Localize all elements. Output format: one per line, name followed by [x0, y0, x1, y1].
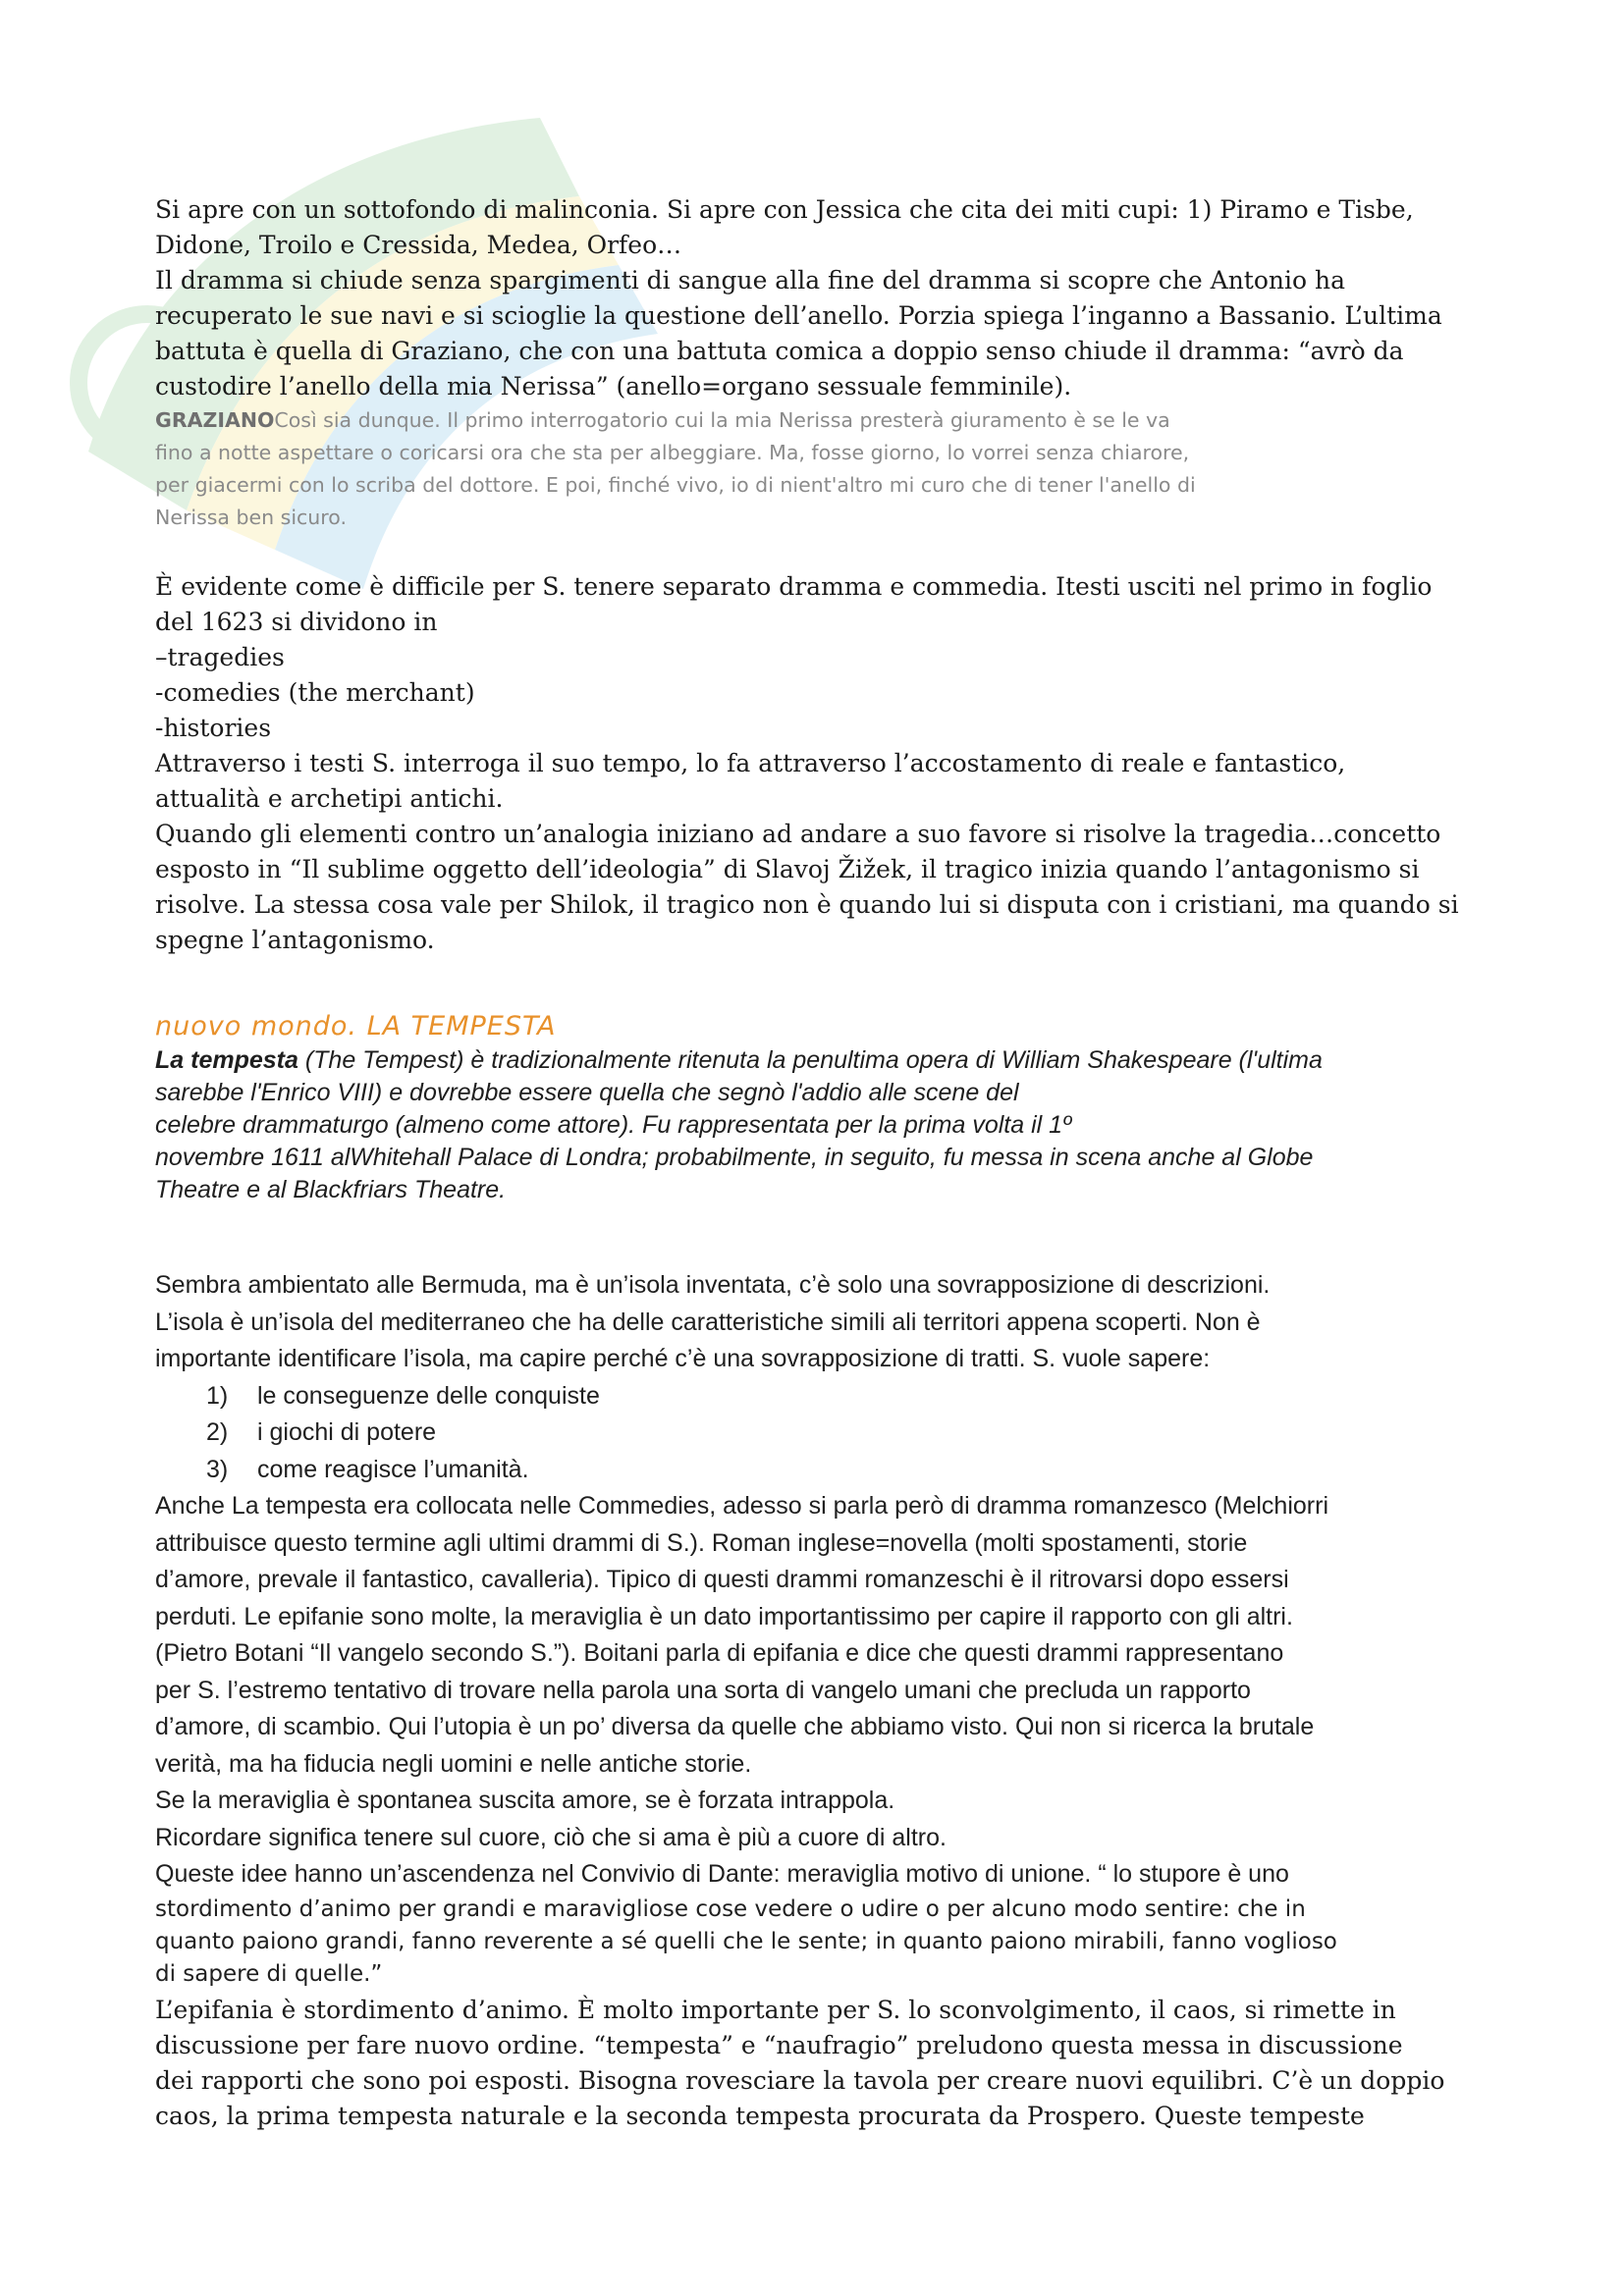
quote-line: per giacermi con lo scriba del dottore. E poi, finché vivo, io di nient'altro mi curo che di tener l'anello di: [155, 473, 1196, 497]
text-line: di sapere di quelle.”: [155, 1960, 383, 1987]
list-item: [206, 1378, 1490, 1415]
text-line: risolve. La stessa cosa vale per Shilok, il tragico non è quando lui si disputa con i cristiani, ma quando si: [155, 890, 1459, 919]
text-line: Queste idee hanno un’ascendenza nel Convivio di Dante: meraviglia motivo di unione. “ lo stupore è uno: [155, 1860, 1289, 1888]
list-number: 3): [206, 1455, 229, 1483]
tempest-analysis: [155, 1267, 1490, 1991]
text-line: attribuisce questo termine agli ultimi drammi di S.). Roman inglese=novella (molti spostamenti, storie: [155, 1528, 1248, 1557]
list-number: 2): [206, 1418, 229, 1446]
text-line: del 1623 si dividono in: [155, 608, 438, 636]
text-line: (Pietro Botani “Il vangelo secondo S.”). Boitani parla di epifania e dice che questi drammi rappresentano: [155, 1639, 1284, 1667]
text-line: -comedies (the merchant): [155, 678, 475, 707]
quote-line: [155, 404, 1490, 437]
title-bold: La tempesta: [155, 1046, 298, 1074]
text-line: Attraverso i testi S. interroga il suo tempo, lo fa attraverso l’accostamento di reale e fantastico,: [155, 749, 1346, 777]
list-item: [206, 1415, 1490, 1452]
epiphany-paragraph: [155, 1993, 1490, 2134]
text-line: quanto paiono grandi, fanno reverente a sé quelli che le sente; in quanto paiono mirabili, fanno voglioso: [155, 1928, 1337, 1954]
numbered-list: [155, 1378, 1490, 1489]
text-line: stordimento d’animo per grandi e maravigliose cose vedere o udire o per alcuno modo sentire: che in: [155, 1896, 1306, 1922]
list-text: come reagisce l’umanità.: [257, 1455, 529, 1483]
quote-line: fino a notte aspettare o coricarsi ora che sta per albeggiare. Ma, fosse giorno, lo vorrei senza chiarore,: [155, 441, 1190, 464]
text-line: importante identificare l’isola, ma capire perché c’è una sovrapposizione di tratti. S. vuole sapere:: [155, 1345, 1211, 1372]
list-text: i giochi di potere: [257, 1418, 437, 1446]
text-line: –tragedies: [155, 643, 285, 671]
text-line: discussione per fare nuovo ordine. “tempesta” e “naufragio” preludono questa messa in discussione: [155, 2030, 1403, 2059]
text-line: battuta è quella di Graziano, che con una battuta comica a doppio senso chiude il dramma: “avrò da: [155, 337, 1404, 365]
text-line: verità, ma ha fiducia negli uomini e nelle antiche storie.: [155, 1749, 752, 1778]
genres-paragraph: [155, 569, 1490, 958]
text-line: esposto in “Il sublime oggetto dell’ideologia” di Slavoj Žižek, il tragico inizia quando l’antagonismo si: [155, 855, 1420, 883]
text-span: (The Tempest) è tradizionalmente ritenuta la penultima opera di William Shakespeare (l'ultima: [298, 1046, 1323, 1074]
text-line: [155, 1044, 1490, 1077]
list-item: [206, 1452, 1490, 1489]
text-line: Anche La tempesta era collocata nelle Commedies, adesso si parla però di dramma romanzesco (Melchiorri: [155, 1492, 1328, 1520]
text-line: Theatre e al Blackfriars Theatre.: [155, 1176, 507, 1203]
text-line: dei rapporti che sono poi esposti. Bisogna rovesciare la tavola per creare nuovi equilibri. C’è un doppio: [155, 2065, 1445, 2095]
dante-quote: [155, 1894, 1490, 1991]
text-line: attualità e archetipi antichi.: [155, 784, 504, 813]
text-line: Didone, Troilo e Cressida, Medea, Orfeo…: [155, 231, 682, 259]
text-line: d’amore, di scambio. Qui l’utopia è un po’ diversa da quelle che abbiamo visto. Qui non si ricerca la brutale: [155, 1713, 1315, 1740]
text-line: L’isola è un’isola del mediterraneo che ha delle caratteristiche simili ali territori appena scoperti. Non è: [155, 1308, 1261, 1336]
text-line: custodire l’anello della mia Nerissa” (anello=organo sessuale femminile).: [155, 372, 1072, 400]
text-line: caos, la prima tempesta naturale e la seconda tempesta procurata da Prospero. Queste tempeste: [155, 2101, 1365, 2130]
document-page: [155, 192, 1490, 2134]
text-line: Quando gli elementi contro un’analogia iniziano ad andare a suo favore si risolve la tragedia…concetto: [155, 820, 1441, 848]
quote-line: Nerissa ben sicuro.: [155, 506, 347, 529]
text-line: L’epifania è stordimento d’animo. È molto importante per S. lo sconvolgimento, il caos, si rimette in: [155, 1995, 1396, 2024]
text-line: Se la meraviglia è spontanea suscita amore, se è forzata intrappola.: [155, 1787, 895, 1814]
list-number: 1): [206, 1381, 229, 1410]
list-text: le conseguenze delle conquiste: [257, 1381, 600, 1410]
text-line: novembre 1611 alWhitehall Palace di Londra; probabilmente, in seguito, fu messa in scena anche al Globe: [155, 1144, 1314, 1171]
tempest-description: [155, 1044, 1490, 1206]
text-line: Si apre con un sottofondo di malinconia. Si apre con Jessica che cita dei miti cupi: 1) Piramo e Tisbe,: [155, 195, 1414, 224]
text-line: Sembra ambientato alle Bermuda, ma è un’isola inventata, c’è solo una sovrapposizione di descrizioni.: [155, 1271, 1271, 1299]
section-heading: nuovo mondo. LA TEMPESTA: [155, 1011, 557, 1041]
text-line: recuperato le sue navi e si scioglie la questione dell’anello. Porzia spiega l’inganno a Bassanio. L’ultima: [155, 301, 1442, 330]
text-line: celebre drammaturgo (almeno come attore). Fu rappresentata per la prima volta il 1º: [155, 1111, 1072, 1139]
text-line: perduti. Le epifanie sono molte, la meraviglia è un dato importantissimo per capire il rapporto con gli altri.: [155, 1602, 1293, 1630]
graziano-quote: [155, 404, 1490, 534]
text-line: sarebbe l'Enrico VIII) e dovrebbe essere quella che segnò l'addio alle scene del: [155, 1079, 1019, 1106]
quote-text: Così sia dunque. Il primo interrogatorio cui la mia Nerissa presterà giuramento è se le va: [274, 408, 1170, 432]
text-line: d’amore, prevale il fantastico, cavalleria). Tipico di questi drammi romanzeschi è il ritrovarsi dopo essersi: [155, 1566, 1289, 1593]
intro-paragraph: [155, 192, 1490, 404]
quote-speaker: GRAZIANO: [155, 408, 275, 432]
text-line: Il dramma si chiude senza spargimenti di sangue alla fine del dramma si scopre che Antonio ha: [155, 266, 1345, 294]
text-line: spegne l’antagonismo.: [155, 926, 435, 954]
text-line: Ricordare significa tenere sul cuore, ciò che si ama è più a cuore di altro.: [155, 1823, 947, 1851]
text-line: per S. l’estremo tentativo di trovare nella parola una sorta di vangelo umani che precluda un rapporto: [155, 1676, 1251, 1704]
text-line: -histories: [155, 714, 272, 742]
text-line: È evidente come è difficile per S. tenere separato dramma e commedia. Itesti usciti nel primo in foglio: [155, 572, 1433, 601]
